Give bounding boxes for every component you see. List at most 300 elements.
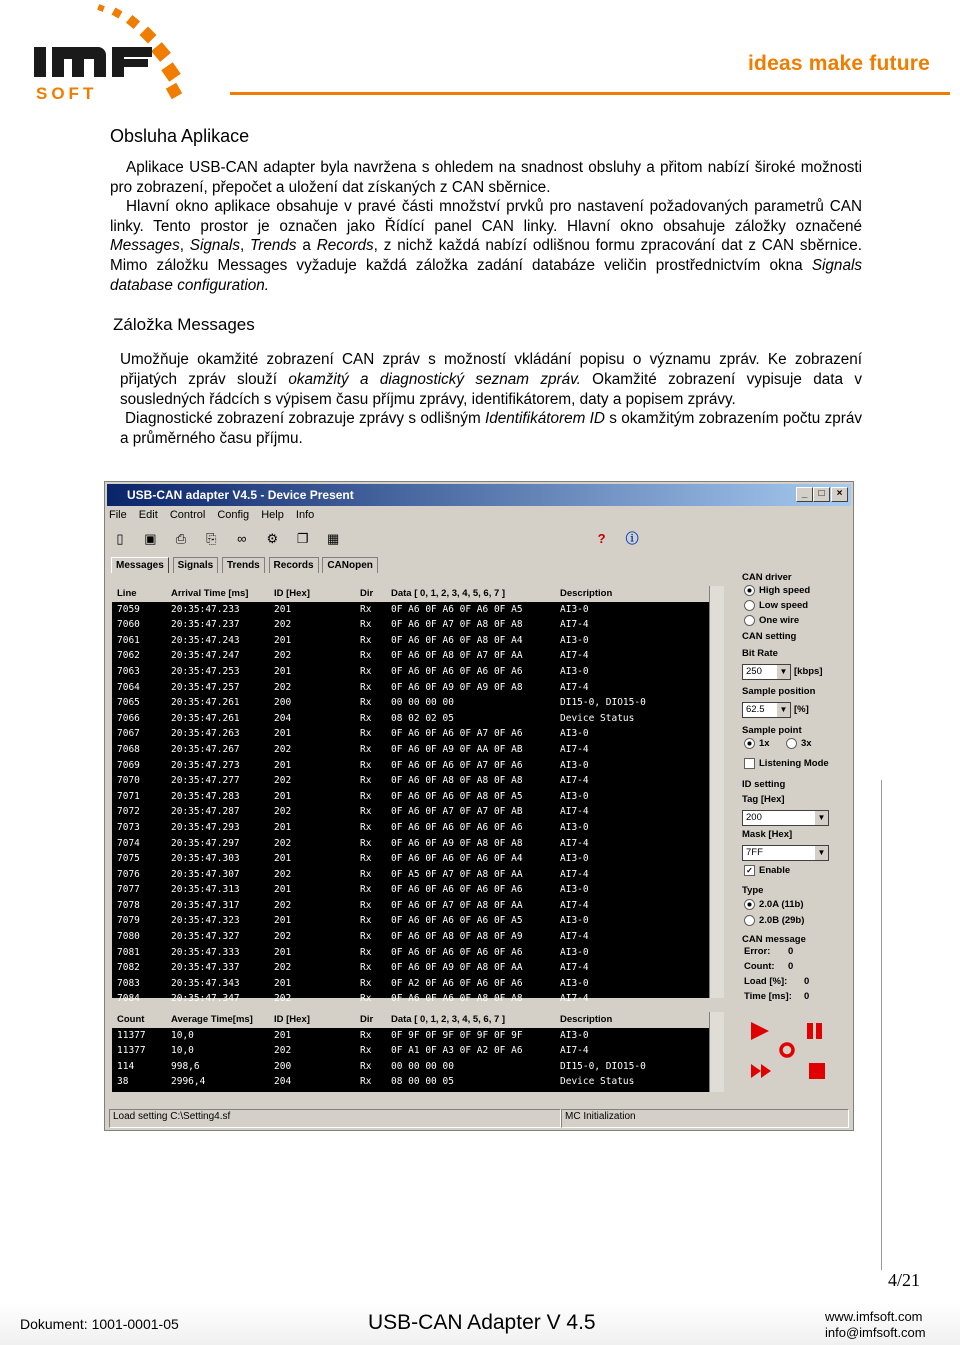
minimize-icon[interactable]: _ [796, 487, 813, 502]
table-cell: AI3-0 [560, 853, 589, 865]
table-cell: AI3-0 [560, 884, 589, 896]
table-cell: 201 [274, 821, 292, 833]
section-title-messages: Záložka Messages [113, 315, 255, 334]
table-cell: 0F A6 0F A9 0F A8 0F A8 [391, 837, 523, 849]
table-cell: 7064 [117, 681, 140, 693]
help-icon[interactable]: ? [597, 531, 606, 546]
grid2-column-header[interactable]: Description [560, 1014, 613, 1025]
table-row[interactable] [112, 1074, 709, 1090]
table-cell: 0F A6 0F A7 0F A7 0F AB [391, 806, 523, 818]
menu-bar [109, 509, 323, 525]
table-cell: 7076 [117, 868, 140, 880]
table-cell: 10,0 [171, 1029, 194, 1041]
count-label: Count: [744, 961, 775, 972]
menu-control[interactable]: Control [169, 509, 206, 521]
table-cell: 0F A6 0F A6 0F A6 0F A6 [391, 884, 523, 896]
table-cell: 0F A6 0F A6 0F A7 0F A6 [391, 728, 523, 740]
table-row[interactable] [112, 602, 709, 618]
grid2-scrollbar[interactable] [709, 1012, 724, 1092]
table-cell: 7071 [117, 790, 140, 802]
table-cell: 11377 [117, 1029, 146, 1041]
table-cell: AI3-0 [560, 728, 589, 740]
table-cell: 20:35:47.253 [171, 665, 240, 677]
table-cell: Rx [360, 837, 372, 849]
table-cell: Rx [360, 1060, 372, 1072]
table-row[interactable] [112, 789, 709, 805]
window-titlebar [107, 484, 851, 506]
section1-paragraph-1: Aplikace USB-CAN adapter byla navržena s ohledem na snadnost obsluhy a přitom nabízí široké možnosti pro zobrazení, přepočet a uložení dat získaných z CAN sběrnice. [110, 159, 862, 196]
table-cell: AI3-0 [560, 790, 589, 802]
stop-icon[interactable] [809, 1063, 825, 1079]
table-cell: 20:35:47.261 [171, 712, 240, 724]
table-cell: 7074 [117, 837, 140, 849]
table-row[interactable] [112, 726, 709, 742]
table-cell: Rx [360, 993, 372, 1005]
tab-signals[interactable]: Signals [173, 557, 219, 573]
table-cell: 201 [274, 665, 292, 677]
table-cell: 7066 [117, 712, 140, 724]
svg-text:SOFT: SOFT [36, 84, 98, 103]
fast-forward-icon[interactable] [751, 1064, 761, 1078]
table-cell: Rx [360, 650, 372, 662]
tab-bar [111, 557, 379, 575]
table-row[interactable] [112, 867, 709, 883]
error-value: 0 [788, 946, 794, 957]
table-row[interactable] [112, 991, 709, 1007]
table-cell: 7067 [117, 728, 140, 740]
can-setting-label: CAN setting [742, 631, 797, 642]
table-cell: 0F A6 0F A8 0F A8 0F A8 [391, 775, 523, 787]
table-cell: AI7-4 [560, 743, 589, 755]
listening-mode-checkbox[interactable]: Listening Mode [744, 758, 829, 769]
table-cell: 20:35:47.277 [171, 775, 240, 787]
table-cell: Rx [360, 946, 372, 958]
table-cell: 7072 [117, 806, 140, 818]
table-cell: 201 [274, 1029, 292, 1041]
table-cell: AI7-4 [560, 775, 589, 787]
pause-icon[interactable] [807, 1023, 813, 1039]
table-row[interactable] [112, 1028, 709, 1044]
table-cell: 7081 [117, 946, 140, 958]
app-window [104, 481, 854, 1131]
table-cell: 00 00 00 00 [391, 697, 454, 709]
table-row[interactable] [112, 617, 709, 633]
table-cell: AI7-4 [560, 1045, 589, 1057]
print-icon[interactable]: ⎙ [175, 531, 187, 546]
table-cell: Rx [360, 962, 372, 974]
table-cell: AI3-0 [560, 1029, 589, 1041]
table-cell: 0F A6 0F A8 0F A8 0F A9 [391, 931, 523, 943]
menu-edit[interactable]: Edit [138, 509, 158, 521]
table-row[interactable] [112, 1043, 709, 1059]
table-cell: 20:35:47.287 [171, 806, 240, 818]
toolbar [111, 530, 649, 554]
grid1-header-row [112, 586, 709, 602]
table-cell: Rx [360, 697, 372, 709]
bit-rate-select[interactable]: 250 ▼ [742, 664, 791, 680]
menu-help[interactable]: Help [261, 509, 284, 521]
table-cell: Rx [360, 1076, 372, 1088]
chevron-down-icon: ▼ [777, 703, 790, 717]
table-cell: 0F A6 0F A9 0F AA 0F AB [391, 743, 523, 755]
table-cell: 0F A5 0F A7 0F A8 0F AA [391, 868, 523, 880]
load-value: 0 [804, 976, 810, 987]
copy-icon[interactable]: ❐ [296, 531, 309, 546]
table-cell: 0F A6 0F A6 0F A6 0F A4 [391, 853, 523, 865]
table-cell: 0F A6 0F A6 0F A7 0F A6 [391, 759, 523, 771]
table-cell: 20:35:47.343 [171, 977, 240, 989]
table-cell: 204 [274, 712, 292, 724]
tag-label: Tag [Hex] [742, 794, 785, 805]
new-file-icon[interactable]: ▯ [116, 531, 124, 546]
table-row[interactable] [112, 851, 709, 867]
footer-product-title: USB-CAN Adapter V 4.5 [368, 1311, 596, 1334]
table-cell: AI7-4 [560, 993, 589, 1005]
grid2-column-header[interactable]: Average Time[ms] [171, 1014, 253, 1025]
table-cell: 7083 [117, 977, 140, 989]
table-cell: 38 [117, 1076, 129, 1088]
section2-paragraph-1: Umožňuje okamžité zobrazení CAN zpráv s možností vkládání popisu o významu zpráv. Ke zobrazení přijatých zpráv slouží okamžitý a diagnostický seznam zpráv. Okamžité zobrazení vypisuje data v sousledných řádcích s výpisem času příjmu zprávy, identifikátorem, daty a popisem zprávy. [120, 351, 863, 408]
table-cell: 7080 [117, 931, 140, 943]
table-cell: 7082 [117, 962, 140, 974]
footer-website-link[interactable]: www.imfsoft.com [825, 1309, 923, 1324]
table-cell: 20:35:47.347 [171, 993, 240, 1005]
grid1-scrollbar[interactable] [709, 586, 724, 998]
maximize-icon[interactable]: □ [813, 487, 830, 502]
table-cell: 20:35:47.323 [171, 915, 240, 927]
table-cell: 0F A6 0F A6 0F A6 0F A6 [391, 821, 523, 833]
table-cell: 0F A6 0F A7 0F A8 0F AA [391, 899, 523, 911]
table-cell: 20:35:47.243 [171, 634, 240, 646]
tab-trends[interactable]: Trends [222, 557, 265, 573]
table-cell: 202 [274, 837, 292, 849]
radio-3x[interactable]: 3x [786, 738, 812, 749]
table-row[interactable] [112, 913, 709, 929]
chevron-down-icon: ▼ [815, 811, 828, 825]
page-number: 4/21 [888, 1270, 921, 1290]
table-cell: DI15-0, DIO15-0 [560, 697, 646, 709]
table-cell: 00 00 00 00 [391, 1060, 454, 1072]
table-cell: AI7-4 [560, 868, 589, 880]
grid1-column-header[interactable]: Arrival Time [ms] [171, 588, 249, 599]
tag-select[interactable]: 200 ▼ [742, 810, 829, 826]
table-cell: Rx [360, 603, 372, 615]
count-value: 0 [788, 961, 794, 972]
table-cell: AI7-4 [560, 931, 589, 943]
table-cell: 7079 [117, 915, 140, 927]
grid2-column-header[interactable]: ID [Hex] [274, 1014, 310, 1025]
status-right: MC Initialization [561, 1109, 849, 1128]
table-cell: 202 [274, 993, 292, 1005]
table-cell: 202 [274, 1045, 292, 1057]
table-cell: 20:35:47.333 [171, 946, 240, 958]
type-label: Type [742, 885, 764, 896]
table-cell: Rx [360, 681, 372, 693]
table-cell: 0F A6 0F A9 0F A9 0F A8 [391, 681, 523, 693]
table-row[interactable] [112, 633, 709, 649]
table-cell: 7068 [117, 743, 140, 755]
table-row[interactable] [112, 695, 709, 711]
table-cell: Rx [360, 915, 372, 927]
menu-file[interactable]: File [109, 509, 127, 521]
table-cell: Rx [360, 790, 372, 802]
table-cell: Rx [360, 931, 372, 943]
table-row[interactable] [112, 898, 709, 914]
section2-paragraph-2: Diagnostické zobrazení zobrazuje zprávy s odlišným Identifikátorem ID s okamžitým zobrazením počtu zpráv a průměrného času příjmu. [120, 410, 862, 448]
diagnostic-message-grid [112, 1012, 709, 1092]
table-cell: Rx [360, 821, 372, 833]
chevron-down-icon: ▼ [815, 846, 828, 860]
table-cell: 7063 [117, 665, 140, 677]
table-cell: 201 [274, 790, 292, 802]
table-row[interactable] [112, 680, 709, 696]
table-cell: 201 [274, 728, 292, 740]
table-cell: Rx [360, 1045, 372, 1057]
chevron-down-icon: ▼ [777, 665, 790, 679]
table-cell: Rx [360, 977, 372, 989]
grid2-column-header[interactable]: Data [ 0, 1, 2, 3, 4, 5, 6, 7 ] [391, 1014, 506, 1025]
table-cell: 20:35:47.317 [171, 899, 240, 911]
table-cell: DI15-0, DIO15-0 [560, 1060, 646, 1072]
table-cell: 114 [117, 1060, 135, 1072]
table-cell: 0F A6 0F A9 0F A8 0F AA [391, 962, 523, 974]
table-cell: 201 [274, 634, 292, 646]
table-row[interactable] [112, 929, 709, 945]
table-cell: 204 [274, 1076, 292, 1088]
table-cell: 10,0 [171, 1045, 194, 1057]
company-logo [28, 5, 228, 105]
menu-info[interactable]: Info [295, 509, 315, 521]
table-cell: AI7-4 [560, 837, 589, 849]
table-cell: Rx [360, 853, 372, 865]
close-icon[interactable]: × [831, 487, 848, 502]
table-cell: 7075 [117, 853, 140, 865]
table-cell: 08 00 00 05 [391, 1076, 454, 1088]
sample-position-unit: [%] [794, 704, 809, 715]
bit-rate-label: Bit Rate [742, 648, 778, 659]
table-cell: 202 [274, 962, 292, 974]
table-cell: 08 02 02 05 [391, 712, 454, 724]
table-cell: 7061 [117, 634, 140, 646]
grid1-column-header[interactable]: Description [560, 588, 613, 599]
table-cell: 20:35:47.233 [171, 603, 240, 615]
sample-position-select[interactable]: 62.5 ▼ [742, 702, 791, 718]
table-cell: 0F A6 0F A6 0F A6 0F A5 [391, 603, 523, 615]
table-row[interactable] [112, 804, 709, 820]
radio-2-0a[interactable]: 2.0A (11b) [744, 899, 804, 910]
table-cell: 20:35:47.261 [171, 697, 240, 709]
table-cell: 0F 9F 0F 9F 0F 9F 0F 9F [391, 1029, 523, 1041]
table-cell: 202 [274, 931, 292, 943]
table-row[interactable] [112, 648, 709, 664]
table-cell: 0F A6 0F A6 0F A8 0F A5 [391, 790, 523, 802]
status-bar [109, 1109, 849, 1126]
can-message-label: CAN message [742, 934, 806, 945]
table-cell: 202 [274, 743, 292, 755]
save-icon[interactable]: ▣ [144, 531, 157, 546]
table-cell: AI3-0 [560, 665, 589, 677]
table-cell: 200 [274, 1060, 292, 1072]
table-cell: 20:35:47.293 [171, 821, 240, 833]
table-cell: AI7-4 [560, 806, 589, 818]
table-cell: 202 [274, 775, 292, 787]
sample-position-label: Sample position [742, 686, 816, 697]
table-cell: 20:35:47.303 [171, 853, 240, 865]
play-icon[interactable] [751, 1022, 769, 1040]
table-cell: 202 [274, 806, 292, 818]
table-cell: 20:35:47.337 [171, 962, 240, 974]
table-cell: Rx [360, 728, 372, 740]
footer-email-link[interactable]: info@imfsoft.com [825, 1325, 926, 1340]
table-cell: 202 [274, 650, 292, 662]
grid2-column-header[interactable]: Count [117, 1014, 145, 1025]
tab-records[interactable]: Records [269, 557, 319, 573]
table-cell: 0F A6 0F A6 0F A8 0F A4 [391, 634, 523, 646]
header-divider [230, 92, 950, 95]
table-cell: 200 [274, 697, 292, 709]
table-cell: 7060 [117, 619, 140, 631]
table-cell: 7069 [117, 759, 140, 771]
settings-icon[interactable]: ⚙ [266, 531, 279, 546]
table-cell: 7065 [117, 697, 140, 709]
radio-one-wire[interactable]: One wire [744, 615, 799, 626]
section2-body [120, 350, 862, 449]
table-cell: AI3-0 [560, 915, 589, 927]
table-row[interactable] [112, 820, 709, 836]
grid1-column-header[interactable]: Dir [360, 588, 374, 599]
tab-messages[interactable]: Messages [111, 557, 169, 573]
table-cell: 0F A6 0F A6 0F A6 0F A6 [391, 665, 523, 677]
table-cell: 201 [274, 884, 292, 896]
table-cell: 0F A6 0F A6 0F A6 0F A5 [391, 915, 523, 927]
table-cell: 7078 [117, 899, 140, 911]
instant-message-grid [112, 586, 709, 1005]
table-cell: 201 [274, 915, 292, 927]
table-cell: 20:35:47.263 [171, 728, 240, 740]
table-cell: 0F A6 0F A6 0F A8 0F A8 [391, 993, 523, 1005]
record-icon[interactable] [781, 1044, 793, 1056]
table-cell: AI7-4 [560, 650, 589, 662]
table-cell: AI7-4 [560, 899, 589, 911]
table-cell: AI7-4 [560, 681, 589, 693]
info-icon[interactable]: ⓘ [625, 531, 639, 546]
sample-point-label: Sample point [742, 725, 802, 736]
table-cell: 20:35:47.297 [171, 837, 240, 849]
table-cell: 20:35:47.247 [171, 650, 240, 662]
tab-canopen[interactable]: CANopen [322, 557, 378, 573]
table-cell: 7059 [117, 603, 140, 615]
table-cell: 11377 [117, 1045, 146, 1057]
table-cell: 7077 [117, 884, 140, 896]
table-cell: Rx [360, 868, 372, 880]
table-cell: 20:35:47.283 [171, 790, 240, 802]
radio-2-0b[interactable]: 2.0B (29b) [744, 915, 804, 926]
table-row[interactable] [112, 758, 709, 774]
table-cell: 20:35:47.267 [171, 743, 240, 755]
table-cell: Rx [360, 759, 372, 771]
table-cell: Rx [360, 806, 372, 818]
section1-body [110, 158, 862, 295]
table-cell: 201 [274, 977, 292, 989]
table-cell: AI3-0 [560, 759, 589, 771]
print-setup-icon[interactable]: ⎘ [206, 531, 217, 546]
grid1-column-header[interactable]: Line [117, 588, 137, 599]
table-cell: Rx [360, 619, 372, 631]
table-row[interactable] [112, 836, 709, 852]
grid2-column-header[interactable]: Dir [360, 1014, 374, 1025]
table-cell: Device Status [560, 1076, 635, 1088]
can-driver-label: CAN driver [742, 572, 792, 583]
table-cell: Rx [360, 712, 372, 724]
table-cell: 0F A1 0F A3 0F A2 0F A6 [391, 1045, 523, 1057]
table-row[interactable] [112, 664, 709, 680]
table-row[interactable] [112, 711, 709, 727]
table-row[interactable] [112, 742, 709, 758]
table-cell: 201 [274, 759, 292, 771]
table-cell: 0F A6 0F A8 0F A7 0F AA [391, 650, 523, 662]
table-cell: AI7-4 [560, 619, 589, 631]
table-cell: Rx [360, 1029, 372, 1041]
table-cell: 20:35:47.307 [171, 868, 240, 880]
time-label: Time [ms]: [744, 991, 792, 1002]
radio-low-speed[interactable]: Low speed [744, 600, 808, 611]
table-cell: 0F A6 0F A7 0F A8 0F A8 [391, 619, 523, 631]
footer-document-id: Dokument: 1001-0001-05 [20, 1316, 179, 1332]
radio-1x[interactable]: 1x [744, 738, 770, 749]
error-label: Error: [744, 946, 771, 957]
table-row[interactable] [112, 882, 709, 898]
radio-high-speed[interactable]: High speed [744, 585, 810, 596]
table-cell: Rx [360, 775, 372, 787]
table-cell: 7073 [117, 821, 140, 833]
menu-config[interactable]: Config [217, 509, 250, 521]
table-cell: Device Status [560, 712, 635, 724]
table-cell: AI3-0 [560, 603, 589, 615]
grid1-column-header[interactable]: ID [Hex] [274, 588, 310, 599]
mask-select[interactable]: 7FF ▼ [742, 845, 829, 861]
table-cell: 201 [274, 603, 292, 615]
grid2-header-row [112, 1012, 709, 1028]
can-control-panel [738, 568, 850, 1008]
table-row[interactable] [112, 1059, 709, 1075]
table-cell: 202 [274, 868, 292, 880]
table-cell: Rx [360, 634, 372, 646]
table-row[interactable] [112, 945, 709, 961]
run-controls [745, 1018, 835, 1088]
table-row[interactable] [112, 960, 709, 976]
enable-checkbox[interactable]: ✓ Enable [744, 865, 790, 876]
table-row[interactable] [112, 976, 709, 992]
binoculars-icon[interactable]: ∞ [237, 531, 247, 546]
window-title: USB-CAN adapter V4.5 - Device Present [127, 488, 354, 502]
table-row[interactable] [112, 773, 709, 789]
table-cell: 0F A2 0F A6 0F A6 0F A6 [391, 977, 523, 989]
table-cell: AI3-0 [560, 977, 589, 989]
table-cell: 7070 [117, 775, 140, 787]
time-value: 0 [804, 991, 810, 1002]
table-cell: 202 [274, 899, 292, 911]
bit-rate-unit: [kbps] [794, 666, 823, 677]
load-label: Load [%]: [744, 976, 788, 987]
id-setting-label: ID setting [742, 779, 786, 790]
grid-icon[interactable]: ▦ [327, 531, 340, 546]
mask-label: Mask [Hex] [742, 829, 793, 840]
grid1-column-header[interactable]: Data [ 0, 1, 2, 3, 4, 5, 6, 7 ] [391, 588, 506, 599]
table-cell: 2996,4 [171, 1076, 206, 1088]
status-left: Load setting C:\Setting4.sf [109, 1109, 561, 1128]
table-cell: 998,6 [171, 1060, 200, 1072]
table-cell: Rx [360, 884, 372, 896]
